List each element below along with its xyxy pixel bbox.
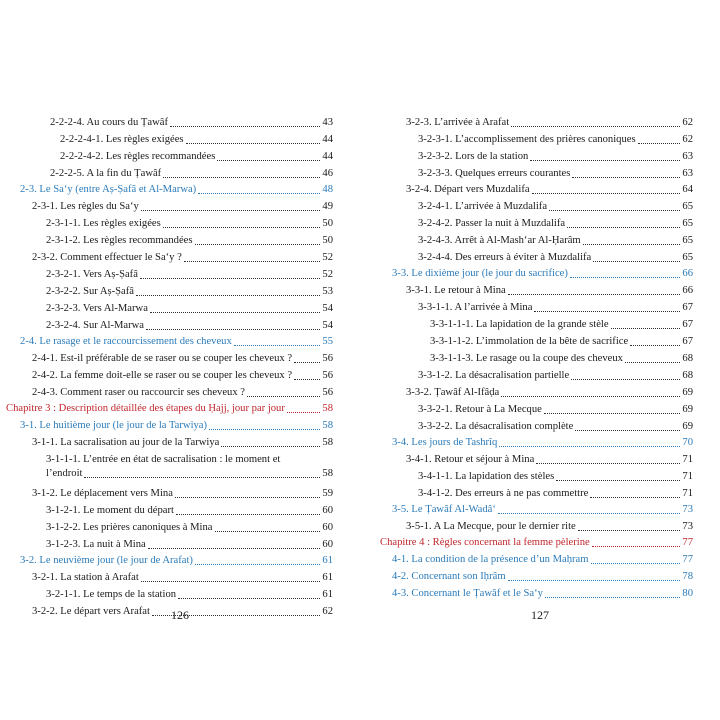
dot-leader bbox=[141, 210, 321, 211]
dot-leader bbox=[209, 429, 320, 430]
dot-leader bbox=[195, 564, 320, 565]
dot-leader bbox=[215, 531, 321, 532]
dot-leader bbox=[498, 513, 681, 514]
dot-leader bbox=[148, 548, 321, 549]
dot-leader bbox=[567, 227, 680, 228]
dot-leader bbox=[198, 193, 320, 194]
toc-chapter[interactable]: Chapitre 4 : Règles concernant la femme pèlerine 77 bbox=[380, 537, 693, 548]
dot-leader bbox=[630, 345, 680, 346]
toc-entry[interactable]: 3-2-1. La station à Arafat 61 bbox=[32, 572, 333, 583]
toc-section[interactable]: 3-4. Les jours de Tashrîq 70 bbox=[392, 437, 693, 448]
dot-leader bbox=[611, 328, 681, 329]
dot-leader bbox=[591, 563, 681, 564]
toc-section[interactable]: 2-3. Le Sa‘y (entre Aṣ-Ṣafâ et Al-Marwa) 48 bbox=[20, 184, 333, 195]
toc-section[interactable]: 2-4. Le rasage et le raccourcissement des cheveux 55 bbox=[20, 336, 333, 347]
toc-entry[interactable]: 2-3-2-1. Vers Aṣ-Ṣafâ 52 bbox=[46, 269, 333, 280]
dot-leader bbox=[146, 329, 320, 330]
dot-leader bbox=[221, 446, 320, 447]
dot-leader bbox=[247, 396, 320, 397]
toc-entry[interactable]: 2-3-2-3. Vers Al-Marwa 54 bbox=[46, 303, 333, 314]
toc-section[interactable]: 3-5. Le Ṭawâf Al-Wadâ‘ 73 bbox=[392, 504, 693, 515]
dot-leader bbox=[184, 261, 321, 262]
dot-leader bbox=[170, 126, 320, 127]
dot-leader bbox=[592, 546, 681, 547]
dot-leader bbox=[294, 379, 320, 380]
dot-leader bbox=[163, 177, 320, 178]
toc-entry[interactable]: 3-3-1-1. A l’arrivée à Mina 67 bbox=[418, 302, 693, 313]
dot-leader bbox=[84, 477, 320, 478]
dot-leader bbox=[570, 277, 681, 278]
toc-entry[interactable]: 3-2-4-1. L’arrivée à Muzdalifa 65 bbox=[418, 201, 693, 212]
toc-entry[interactable]: 2-3-2-4. Sur Al-Marwa 54 bbox=[46, 320, 333, 331]
dot-leader bbox=[511, 126, 680, 127]
toc-entry[interactable]: 2-3-1-2. Les règles recommandées 50 bbox=[46, 235, 333, 246]
toc-entry[interactable]: 2-3-1. Les règles du Sa‘y 49 bbox=[32, 201, 333, 212]
toc-entry[interactable]: 3-1-2-3. La nuit à Mina 60 bbox=[46, 539, 333, 550]
toc-entry[interactable]: 3-2-3-2. Lors de la station 63 bbox=[418, 151, 693, 162]
dot-leader bbox=[575, 430, 680, 431]
dot-leader bbox=[178, 598, 320, 599]
dot-leader bbox=[625, 362, 680, 363]
toc-entry[interactable]: 3-2-4. Départ vers Muzdalifa 64 bbox=[406, 184, 693, 195]
toc-entry[interactable]: 2-3-2. Comment effectuer le Sa‘y ? 52 bbox=[32, 252, 333, 263]
toc-entry[interactable]: 3-1-2. Le déplacement vers Mina 59 bbox=[32, 488, 333, 499]
toc-entry[interactable]: 3-2-3-1. L’accomplissement des prières canoniques 62 bbox=[418, 134, 693, 145]
toc-entry[interactable]: 3-2-4-3. Arrêt à Al-Mash‘ar Al-Ḥarâm 65 bbox=[418, 235, 693, 246]
page-number: 127 bbox=[531, 608, 549, 622]
dot-leader bbox=[556, 480, 680, 481]
dot-leader bbox=[163, 227, 321, 228]
dot-leader bbox=[549, 210, 680, 211]
toc-entry[interactable]: 3-4-1. Retour et séjour à Mina 71 bbox=[406, 454, 693, 465]
toc-entry[interactable]: 3-1-1. La sacralisation au jour de la Tarwiya 58 bbox=[32, 437, 333, 448]
toc-entry[interactable]: 3-4-1-2. Des erreurs à ne pas commettre 71 bbox=[418, 488, 693, 499]
toc-entry[interactable]: 2-2-2-4-1. Les règles exigées 44 bbox=[60, 134, 333, 145]
dot-leader bbox=[508, 294, 681, 295]
dot-leader bbox=[534, 311, 680, 312]
toc-entry[interactable]: 3-3-2. Ṭawâf Al-Ifâḍa 69 bbox=[406, 387, 693, 398]
right-page bbox=[360, 0, 720, 720]
toc-entry[interactable]: 3-3-1-2. La désacralisation partielle 68 bbox=[418, 370, 693, 381]
dot-leader bbox=[536, 463, 680, 464]
dot-leader bbox=[572, 177, 680, 178]
dot-leader bbox=[499, 446, 680, 447]
dot-leader bbox=[508, 580, 681, 581]
toc-entry[interactable]: 3-2-1-1. Le temps de la station 61 bbox=[46, 589, 333, 600]
toc-entry[interactable]: 3-3-1. Le retour à Mina 66 bbox=[406, 285, 693, 296]
dot-leader bbox=[593, 261, 680, 262]
toc-entry[interactable]: 3-5-1. A La Mecque, pour le dernier rite 73 bbox=[406, 521, 693, 532]
toc-entry[interactable]: 3-2-4-4. Des erreurs à éviter à Muzdalifa 65 bbox=[418, 252, 693, 263]
toc-section[interactable]: 3-3. Le dixième jour (le jour du sacrifice) 66 bbox=[392, 268, 693, 279]
toc-entry[interactable]: 2-4-3. Comment raser ou raccourcir ses cheveux ? 56 bbox=[32, 387, 333, 398]
toc-section[interactable]: 4-2. Concernant son Iḥrâm 78 bbox=[392, 571, 693, 582]
dot-leader bbox=[501, 396, 680, 397]
toc-entry[interactable]: 3-3-1-1-1. La lapidation de la grande stèle 67 bbox=[430, 319, 693, 330]
toc-entry[interactable]: 3-2-4-2. Passer la nuit à Muzdalifa 65 bbox=[418, 218, 693, 229]
toc-section[interactable]: 3-2. Le neuvième jour (le jour de Arafat) 61 bbox=[20, 555, 333, 566]
toc-entry[interactable]: 3-3-1-1-3. Le rasage ou la coupe des cheveux 68 bbox=[430, 353, 693, 364]
dot-leader bbox=[287, 412, 321, 413]
dot-leader bbox=[175, 497, 321, 498]
dot-leader bbox=[638, 143, 681, 144]
toc-entry[interactable]: 2-4-1. Est-il préférable de se raser ou se couper les cheveux ? 56 bbox=[32, 353, 333, 364]
toc-entry[interactable]: 3-4-1-1. La lapidation des stèles 71 bbox=[418, 471, 693, 482]
dot-leader bbox=[530, 160, 680, 161]
toc-entry[interactable]: 2-2-2-4-2. Les règles recommandées 44 bbox=[60, 151, 333, 162]
dot-leader bbox=[532, 193, 681, 194]
dot-leader bbox=[590, 497, 680, 498]
toc-entry[interactable]: 2-2-2-5. A la fin du Ṭawâf 46 bbox=[50, 168, 333, 179]
toc-entry[interactable]: 3-3-1-1-2. L’immolation de la bête de sacrifice 67 bbox=[430, 336, 693, 347]
toc-entry[interactable]: 3-2-3-3. Quelques erreurs courantes 63 bbox=[418, 168, 693, 179]
dot-leader bbox=[136, 295, 320, 296]
toc-entry[interactable]: 3-1-2-2. Les prières canoniques à Mina 60 bbox=[46, 522, 333, 533]
dot-leader bbox=[217, 160, 320, 161]
dot-leader bbox=[186, 143, 321, 144]
toc-entry[interactable]: 3-3-2-2. La désacralisation complète 69 bbox=[418, 421, 693, 432]
toc-entry[interactable]: 2-2-2-4. Au cours du Ṭawâf 43 bbox=[50, 117, 333, 128]
toc-entry-multiline[interactable]: 3-1-1-1. L’entrée en état de sacralisation : le moment et l’endroit 58 bbox=[46, 454, 333, 479]
toc-section[interactable]: 4-1. La condition de la présence d’un Maḥram 77 bbox=[392, 554, 693, 565]
dot-leader bbox=[176, 514, 320, 515]
toc-entry[interactable]: 3-2-3. L’arrivée à Arafat 62 bbox=[406, 117, 693, 128]
dot-leader bbox=[150, 312, 321, 313]
dot-leader bbox=[141, 581, 321, 582]
dot-leader bbox=[578, 530, 681, 531]
dot-leader bbox=[571, 379, 680, 380]
dot-leader bbox=[140, 278, 321, 279]
dot-leader bbox=[294, 362, 320, 363]
toc-entry[interactable]: 2-3-1-1. Les règles exigées 50 bbox=[46, 218, 333, 229]
toc-section[interactable]: 4-3. Concernant le Ṭawâf et le Sa‘y 80 bbox=[392, 588, 693, 599]
dot-leader bbox=[544, 413, 681, 414]
page-number: 126 bbox=[171, 608, 189, 622]
toc-section[interactable]: 3-1. Le huitième jour (le jour de la Tarwiya) 58 bbox=[20, 420, 333, 431]
toc-entry[interactable]: 3-2-2. Le départ vers Arafat 62 bbox=[32, 606, 333, 617]
toc-entry[interactable]: 2-3-2-2. Sur Aṣ-Ṣafâ 53 bbox=[46, 286, 333, 297]
toc-entry[interactable]: 3-1-2-1. Le moment du départ 60 bbox=[46, 505, 333, 516]
toc-entry[interactable]: 2-4-2. La femme doit-elle se raser ou se couper les cheveux ? 56 bbox=[32, 370, 333, 381]
toc-entry[interactable]: 3-3-2-1. Retour à La Mecque 69 bbox=[418, 404, 693, 415]
dot-leader bbox=[583, 244, 681, 245]
dot-leader bbox=[234, 345, 321, 346]
dot-leader bbox=[195, 244, 321, 245]
toc-chapter[interactable]: Chapitre 3 : Description détaillée des étapes du Ḥajj, jour par jour 58 bbox=[6, 403, 333, 414]
dot-leader bbox=[545, 597, 681, 598]
